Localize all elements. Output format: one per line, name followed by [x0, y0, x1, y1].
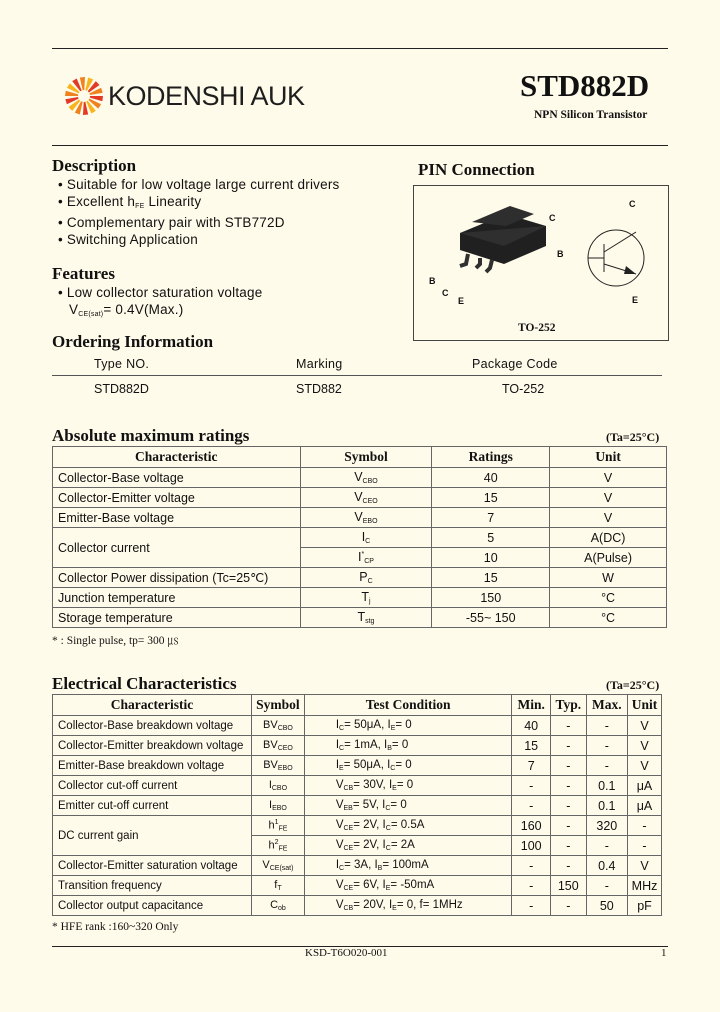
table-header-row [53, 447, 667, 468]
table-row [53, 896, 662, 916]
condition-cell: $V_{CE}= 2V$, $I_C= 0.5A$ [304, 816, 512, 836]
condition-cell: $I_C= 50\mu A$, $I_E= 0$ [304, 716, 512, 736]
rating-cell: 7 [432, 508, 550, 528]
symbol-cell: $h^1_{FE}$ [252, 816, 305, 836]
symbol-cell: $BV_{CEO}$ [252, 736, 305, 756]
symbol-cell: $V_{CBO}$ [300, 468, 432, 488]
characteristic-cell: Collector-Emitter breakdown voltage [53, 736, 252, 756]
condition-cell: $I_C= 3A$, $I_B= 100mA$ [304, 856, 512, 876]
condition-cell: $V_{CB}= 30V$, $I_E= 0$ [304, 776, 512, 796]
symbol-cell: $BV_{CBO}$ [252, 716, 305, 736]
rating-cell: 40 [432, 468, 550, 488]
description-item: • Excellent $h_{FE}$ Linearity [58, 193, 202, 210]
col-symbol: Symbol [252, 695, 305, 716]
table-row [53, 468, 667, 488]
lead-label-c: C [442, 288, 449, 298]
table-row [53, 856, 662, 876]
elec-title: Electrical Characteristics [52, 674, 237, 693]
min-cell: 160 [512, 816, 551, 836]
table-row [53, 736, 662, 756]
characteristic-cell: Collector-Base voltage [53, 468, 301, 488]
unit-cell: μA [628, 776, 662, 796]
max-cell: 50 [586, 896, 627, 916]
typ-cell: - [550, 856, 586, 876]
unit-cell: V [628, 756, 662, 776]
abs-max-table [52, 446, 667, 628]
unit-cell: V [550, 468, 667, 488]
unit-cell: V [628, 856, 662, 876]
ordering-title: Ordering Information [52, 332, 214, 351]
rating-cell: 5 [432, 528, 550, 548]
rating-cell: 15 [432, 488, 550, 508]
typ-cell: - [550, 896, 586, 916]
symbol-cell: $T_{stg}$ [300, 608, 432, 628]
page-number: 1 [661, 947, 667, 959]
min-cell: 7 [512, 756, 551, 776]
max-cell: - [586, 836, 627, 856]
pin-diagram-box [413, 185, 669, 341]
min-cell: 15 [512, 736, 551, 756]
doc-number: KSD-T6O020-001 [305, 947, 388, 959]
condition-cell: $V_{CB}= 20V$, $I_E= 0$, f= 1MHz [304, 896, 512, 916]
brand-name: KODENSHI AUK [108, 81, 305, 111]
symbol-cell: $h^2_{FE}$ [252, 836, 305, 856]
ordering-marking: STD882 [296, 382, 342, 396]
rating-cell: -55~ 150 [432, 608, 550, 628]
abs-max-note: * : Single pulse, tp= 300 ㎲ [52, 635, 179, 647]
max-cell: - [586, 876, 627, 896]
unit-cell: A(Pulse) [550, 548, 667, 568]
symbol-cell: $P_C$ [300, 568, 432, 588]
unit-cell: μA [628, 796, 662, 816]
characteristic-cell: Emitter cut-off current [53, 796, 252, 816]
symbol-cell: $I_{EBO}$ [252, 796, 305, 816]
typ-cell: - [550, 736, 586, 756]
col-ratings: Ratings [432, 447, 550, 468]
characteristic-cell: Transition frequency [53, 876, 252, 896]
symbol-cell: $V_{EBO}$ [300, 508, 432, 528]
elec-note: * HFE rank :160~320 Only [52, 921, 179, 933]
min-cell: 40 [512, 716, 551, 736]
characteristic-cell: Collector-Emitter voltage [53, 488, 301, 508]
unit-cell: °C [550, 588, 667, 608]
elec-table [52, 694, 662, 916]
abs-max-condition: (Ta=25°C) [606, 430, 660, 444]
symbol-cell: $BV_{EBO}$ [252, 756, 305, 776]
schematic-label-c: C [629, 199, 636, 209]
max-cell: - [586, 736, 627, 756]
typ-cell: - [550, 816, 586, 836]
min-cell: - [512, 896, 551, 916]
unit-cell: MHz [628, 876, 662, 896]
table-row [53, 756, 662, 776]
symbol-cell: $C_{ob}$ [252, 896, 305, 916]
lead-label-e: E [458, 296, 465, 306]
rating-cell: 150 [432, 588, 550, 608]
unit-cell: V [550, 488, 667, 508]
max-cell: 0.1 [586, 776, 627, 796]
typ-cell: - [550, 796, 586, 816]
symbol-cell: $T_j$ [300, 588, 432, 608]
ordering-package: TO-252 [502, 382, 545, 396]
table-row [53, 796, 662, 816]
ordering-type: STD882D [94, 382, 149, 396]
part-number-title: STD882D [520, 68, 650, 103]
vce-sat-spec: $V_{CE(sat)}= 0.4V(Max.)$ [69, 301, 184, 318]
table-row [53, 508, 667, 528]
description-item: • Switching Application [58, 231, 198, 247]
col-symbol: Symbol [300, 447, 432, 468]
characteristic-cell: Junction temperature [53, 588, 301, 608]
characteristic-cell: Collector output capacitance [53, 896, 252, 916]
min-cell: - [512, 776, 551, 796]
symbol-cell: $V_{CEO}$ [300, 488, 432, 508]
col-test-condition: Test Condition [304, 695, 512, 716]
min-cell: 100 [512, 836, 551, 856]
condition-cell: $V_{CE}= 2V$, $I_C= 2A$ [304, 836, 512, 856]
rating-cell: 15 [432, 568, 550, 588]
features-item: • Low collector saturation voltage [58, 285, 263, 300]
col-unit: Unit [628, 695, 662, 716]
to252-package-icon [414, 186, 668, 340]
max-cell: 0.4 [586, 856, 627, 876]
symbol-cell: $V_{CE(sat)}$ [252, 856, 305, 876]
condition-cell: $I_E= 50\mu A$, $I_C= 0$ [304, 756, 512, 776]
characteristic-cell: Emitter-Base voltage [53, 508, 301, 528]
condition-cell: $I_C= 1mA$, $I_B= 0$ [304, 736, 512, 756]
table-row [53, 588, 667, 608]
unit-cell: °C [550, 608, 667, 628]
characteristic-cell: Collector-Base breakdown voltage [53, 716, 252, 736]
typ-cell: - [550, 776, 586, 796]
min-cell: - [512, 796, 551, 816]
max-cell: 320 [586, 816, 627, 836]
symbol-cell: $I^*_{CP}$ [300, 548, 432, 568]
table-row [53, 528, 667, 548]
typ-cell: - [550, 756, 586, 776]
table-row [53, 488, 667, 508]
typ-cell: 150 [550, 876, 586, 896]
col-unit: Unit [550, 447, 667, 468]
kodenshi-logo-icon [64, 76, 104, 116]
col-characteristic: Characteristic [53, 695, 252, 716]
unit-cell: pF [628, 896, 662, 916]
col-min: Min. [512, 695, 551, 716]
pin-label-c: C [549, 213, 556, 223]
characteristic-cell: Collector cut-off current [53, 776, 252, 796]
table-row [53, 568, 667, 588]
col-typ: Typ. [550, 695, 586, 716]
characteristic-cell: Collector-Emitter saturation voltage [53, 856, 252, 876]
description-item: • Complementary pair with STB772D [58, 215, 285, 230]
ordering-rule [52, 375, 662, 376]
max-cell: 0.1 [586, 796, 627, 816]
unit-cell: V [628, 736, 662, 756]
schematic-label-e: E [632, 295, 639, 305]
condition-cell: $V_{EB}= 5V$, $I_C= 0$ [304, 796, 512, 816]
typ-cell: - [550, 716, 586, 736]
unit-cell: - [628, 816, 662, 836]
abs-max-title: Absolute maximum ratings [52, 426, 250, 445]
typ-cell: - [550, 836, 586, 856]
features-title: Features [52, 264, 115, 283]
table-row [53, 608, 667, 628]
table-row [53, 876, 662, 896]
pin-connection-title: PIN Connection [418, 160, 535, 179]
features-list [58, 285, 262, 323]
characteristic-cell: DC current gain [53, 816, 252, 856]
characteristic-cell: Emitter-Base breakdown voltage [53, 756, 252, 776]
characteristic-cell: Collector Power dissipation (Tc=25℃) [53, 568, 301, 588]
top-rule [52, 48, 668, 49]
table-header-row [53, 695, 662, 716]
lead-label-b: B [429, 276, 436, 286]
elec-condition: (Ta=25°C) [606, 678, 660, 692]
condition-cell: $V_{CE}= 6V$, $I_E= -50mA$ [304, 876, 512, 896]
unit-cell: V [550, 508, 667, 528]
description-title: Description [52, 156, 137, 175]
description-list [58, 177, 339, 248]
header-rule [52, 145, 668, 146]
col-max: Max. [586, 695, 627, 716]
ordering-header-marking: Marking [296, 357, 343, 371]
unit-cell: - [628, 836, 662, 856]
unit-cell: V [628, 716, 662, 736]
unit-cell: W [550, 568, 667, 588]
min-cell: - [512, 876, 551, 896]
rating-cell: 10 [432, 548, 550, 568]
min-cell: - [512, 856, 551, 876]
max-cell: - [586, 716, 627, 736]
part-subtitle: NPN Silicon Transistor [534, 109, 648, 121]
package-label: TO-252 [518, 322, 556, 334]
col-characteristic: Characteristic [53, 447, 301, 468]
unit-cell: A(DC) [550, 528, 667, 548]
ordering-header-type: Type NO. [94, 357, 150, 371]
ordering-header-package: Package Code [472, 357, 558, 371]
characteristic-cell: Collector current [53, 528, 301, 568]
table-row [53, 716, 662, 736]
max-cell: - [586, 756, 627, 776]
symbol-cell: $I_C$ [300, 528, 432, 548]
pin-label-b: B [557, 249, 564, 259]
symbol-cell: $f_T$ [252, 876, 305, 896]
symbol-cell: $I_{CBO}$ [252, 776, 305, 796]
table-row [53, 816, 662, 836]
characteristic-cell: Storage temperature [53, 608, 301, 628]
description-item: • Suitable for low voltage large current drivers [58, 177, 340, 192]
table-row [53, 776, 662, 796]
